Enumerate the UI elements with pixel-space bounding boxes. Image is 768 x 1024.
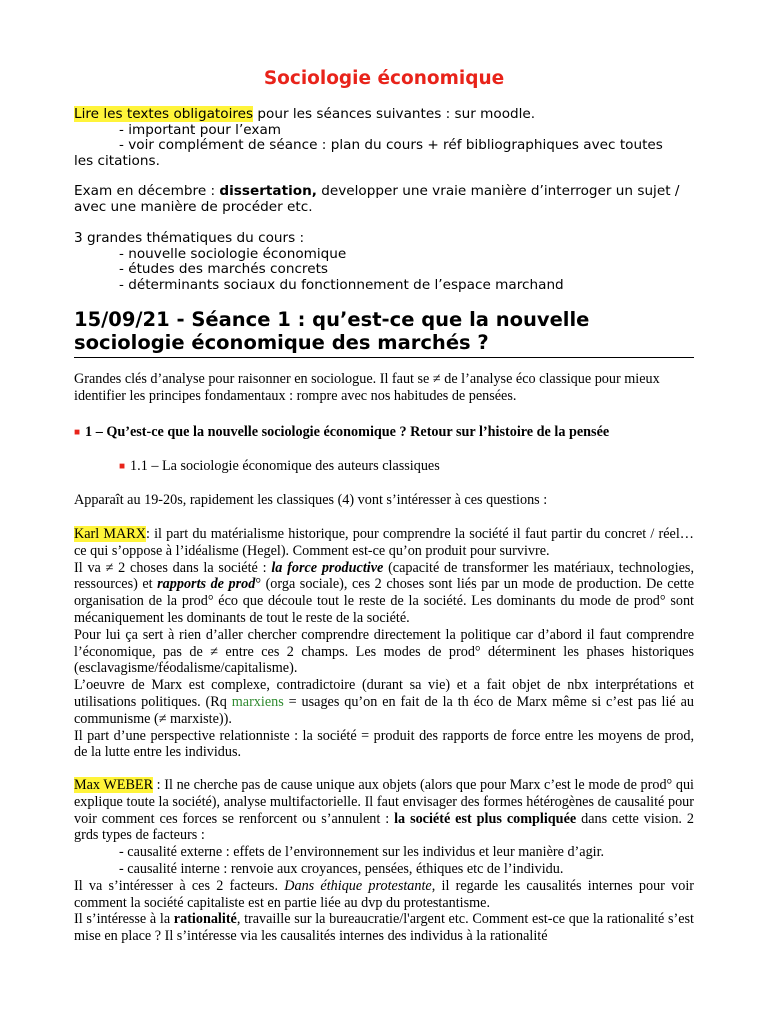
session-heading: 15/09/21 - Séance 1 : qu’est-ce que la nouvelle sociologie économique des marchés ?	[74, 308, 694, 358]
list-item: - important pour l’exam	[119, 121, 282, 138]
green-term: marxiens	[231, 693, 284, 710]
list-item: - voir complément de séance : plan du cours + réf bibliographiques avec toutes	[119, 137, 663, 154]
author-name: Karl MARX	[74, 526, 146, 542]
paragraph: Apparaît au 19-20s, rapidement les classiques (4) vont s’intéresser à ces questions :	[74, 492, 548, 508]
marx-section: Karl MARX: il part du matérialisme historique, pour comprendre la société il faut partir du concret / réel…ce qui s’oppose à l’idéalisme (Hegel). Comment est-ce qu’on produit pour survivre. Il va ≠ 2 choses dans la société : la force productive (capacité de transformer les matériaux, technologies, ressources) et rapports de prod° (orga sociale), ces 2 choses sont liés par un mode de production. De cette organisation de la prod° éco que découle tout le reste de la société. Les dominants du mode de prod° sont mécaniquement les dominants de tout le reste de la société. Pour lui ça sert à rien d’aller chercher comprendre directement la politique car d’abord il faut comprendre l’économique, pas de ≠ entre ces 2 champs. Les modes de prod° déterminent les phases historiques (esclavagisme/féodalisme/capitalisme). L’oeuvre de Marx est complexe, contradictoire (durant sa vie) et a fait objet de nbx interprétations et utilisations politiques. (Rq marxiens = usages qu’on en fait de la th éco de Marx même si c’est pas lié au communisme (≠ marxiste)). Il part d’une perspective relationniste : la société = produit des rapports de force entre les moyens de prod, de la lutte entre les individus.	[74, 526, 695, 761]
exam-paragraph: Exam en décembre : dissertation, developper une vraie manière d’interroger un sujet / avec une manière de procéder etc.	[74, 183, 680, 215]
weber-section: Max WEBER : Il ne cherche pas de cause unique aux objets (alors que pour Marx c’est le mode de prod° qui explique toute la société), analyse multifactorielle. Il faut envisager des formes hétérogènes de causalité pour voir comment ces forces se renforcent ou s’annulent : la société est plus compliquée dans cette vision. 2 grds types de facteurs : - causalité externe : effets de l’environnement sur les individus et leur manière d’agir. - causalité interne : renvoie aux croyances, pensées, éthiques etc de l’individu. Il va s’intéresser à ces 2 facteurs. Dans éthique protestante, il regarde les causalités internes pour voir comment la société capitaliste est en partie liée au dvp du protestantisme. Il s’intéresse à la rationalité, travaille sur la bureaucratie/l'argent etc. Comment est-ce que la rationalité s’est mise en place ? Il s’intéresse via les causalités internes des individus à la rationalité	[74, 777, 694, 945]
list-item: - causalité interne : renvoie aux croyances, pensées, éthiques etc de l’individu.	[119, 860, 564, 877]
highlighted-text: Lire les textes obligatoires	[74, 106, 254, 122]
intro-block: Lire les textes obligatoires pour les séances suivantes : sur moodle. - important pour l’exam - voir complément de séance : plan du cours + réf bibliographiques avec toutes les citations.	[74, 107, 694, 169]
list-item: - nouvelle sociologie économique	[119, 245, 347, 262]
subsection-heading: ■ 1.1 – La sociologie économique des auteurs classiques	[119, 458, 440, 474]
list-item: - études des marchés concrets	[119, 261, 328, 278]
list-item: - déterminants sociaux du fonctionnement de l’espace marchand	[119, 276, 564, 293]
square-bullet-icon: ■	[119, 461, 126, 472]
list-item: - causalité externe : effets de l’environnement sur les individus et leur manière d’agir.	[119, 844, 605, 861]
author-name: Max WEBER	[74, 777, 154, 793]
section-heading: ■ 1 – Qu’est-ce que la nouvelle sociologie économique ? Retour sur l’histoire de la pensée	[74, 424, 610, 440]
themes-block: 3 grandes thématiques du cours : - nouvelle sociologie économique - études des marchés concrets - déterminants sociaux du fonctionnement de l’espace marchand	[74, 231, 694, 293]
intro-paragraph: Grandes clés d’analyse pour raisonner en sociologue. Il faut se ≠ de l’analyse éco classique pour mieux identifier les principes fondamentaux : rompre avec nos habitudes de pensées.	[74, 371, 660, 404]
document-title: Sociologie économique	[263, 68, 505, 89]
square-bullet-icon: ■	[74, 427, 81, 438]
